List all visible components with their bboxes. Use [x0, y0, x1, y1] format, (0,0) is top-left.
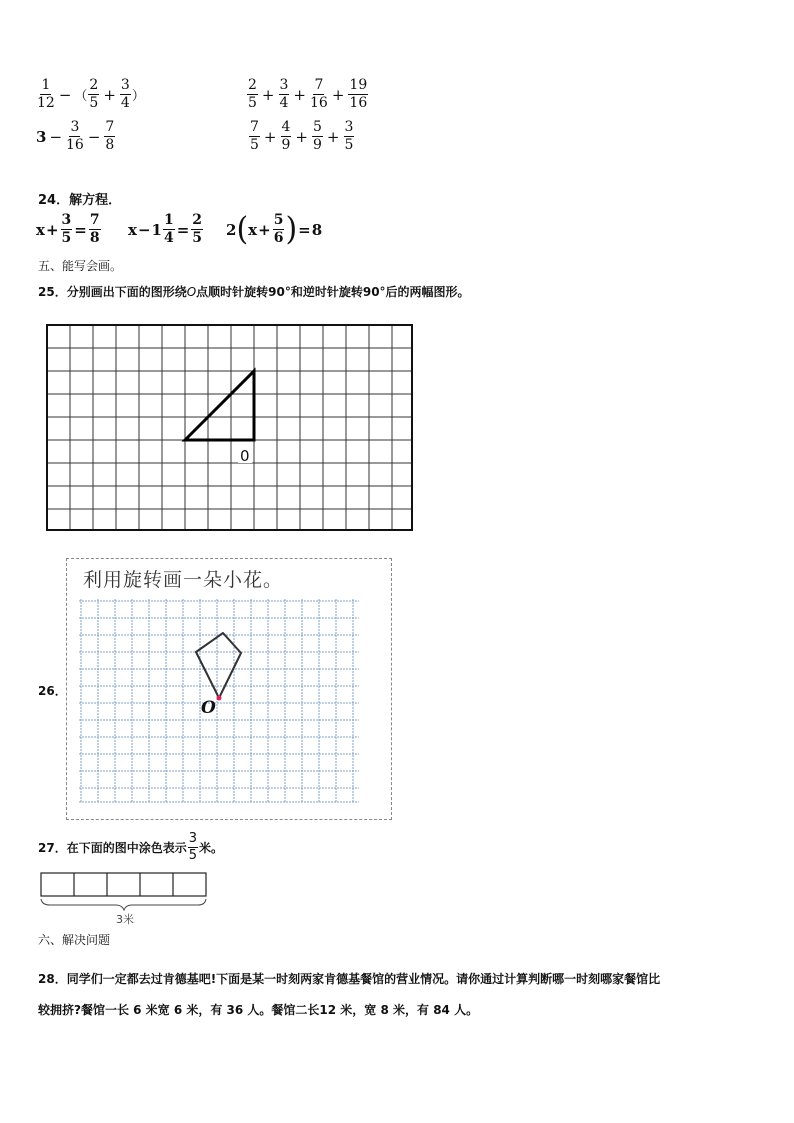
fraction: $\frac{4}{9}$ — [281, 119, 291, 153]
section-5-heading: 五、能写会画。 — [38, 259, 123, 273]
fraction: $\frac{3}{4}$ — [120, 77, 130, 111]
question-27-text: 27．在下面的图中涂色表示 $\frac{3}{5}$ 米。 — [38, 831, 223, 863]
fraction: $\frac{3}{4}$ — [279, 77, 289, 111]
length-bar — [38, 872, 210, 930]
expression-1: $\frac{1}{12}$ − （ $\frac{2}{5}$ + $\frac{3}{4}$ ） — [37, 77, 145, 111]
fraction: $\frac{7}{5}$ — [250, 119, 259, 153]
grid-lines — [47, 325, 412, 530]
fraction: $\frac{2}{5}$ — [89, 77, 99, 111]
expression-3: 3 − $\frac{3}{16}$ − $\frac{7}{8}$ — [36, 119, 115, 153]
fraction: $\frac{19}{16}$ — [349, 77, 368, 111]
triangle-shape — [185, 371, 254, 440]
flower-figure-frame — [66, 558, 392, 820]
expression-4: $\frac{7}{5}$ + $\frac{4}{9}$ + $\frac{5}{9}$ + $\frac{3}{5}$ — [250, 119, 354, 153]
fraction: $\frac{7}{8}$ — [105, 119, 115, 153]
equation-3: 2 ( x + $\frac{5}{6}$ ) = 8 — [226, 210, 323, 248]
fraction: $\frac{5}{9}$ — [313, 119, 322, 153]
rotation-point — [217, 696, 222, 701]
bar-length-label: 3米 — [116, 913, 134, 926]
fraction: $\frac{1}{12}$ — [37, 77, 55, 111]
fraction: $\frac{3}{5}$ — [188, 831, 197, 863]
flower-grid — [79, 599, 361, 804]
section-6-heading: 六、解决问题 — [38, 933, 111, 947]
fraction: $\frac{3}{5}$ — [344, 119, 354, 153]
fraction: $\frac{2}{5}$ — [248, 77, 257, 111]
fraction: $\frac{3}{16}$ — [66, 119, 84, 153]
fraction: $\frac{7}{8}$ — [89, 212, 100, 246]
fraction: $\frac{3}{5}$ — [61, 212, 72, 246]
question-24-title: 24．解方程． — [38, 193, 122, 208]
equation-1: x + $\frac{3}{5}$ = $\frac{7}{8}$ — [36, 212, 100, 246]
fraction: $\frac{2}{5}$ — [192, 212, 203, 246]
point-o-label: O — [201, 698, 216, 718]
expression-2: $\frac{2}{5}$ + $\frac{3}{4}$ + $\frac{7}{16}$ + $\frac{19}{16}$ — [248, 77, 368, 111]
question-28-line-2: 较拥挤?餐馆一长 6 米宽 6 米，有 36 人。餐馆二长12 米，宽 8 米，有 84 人。 — [38, 1003, 479, 1017]
fraction: $\frac{1}{4}$ — [163, 212, 174, 246]
flower-caption: 利用旋转画一朵小花。 — [83, 569, 284, 591]
brace — [41, 899, 206, 910]
question-28-line-1: 28．同学们一定都去过肯德基吧!下面是某一时刻两家肯德基餐馆的营业情况。请你通过计算判断哪一时刻哪家餐馆比 — [38, 972, 661, 986]
question-25-text: 25．分别画出下面的图形绕O点顺时针旋转90°和逆时针旋转90°后的两幅图形。 — [38, 285, 470, 299]
bar-outline — [41, 873, 206, 896]
question-26-number: 26． — [38, 684, 67, 698]
rotation-center-label: 0 — [240, 447, 250, 465]
equation-2: x − 1 $\frac{1}{4}$ = $\frac{2}{5}$ — [128, 212, 203, 246]
fraction: $\frac{7}{16}$ — [310, 77, 328, 111]
rotation-grid — [46, 324, 414, 532]
grid-border — [47, 325, 412, 530]
fraction: $\frac{5}{6}$ — [273, 212, 284, 246]
dotted-grid-lines — [79, 599, 359, 803]
